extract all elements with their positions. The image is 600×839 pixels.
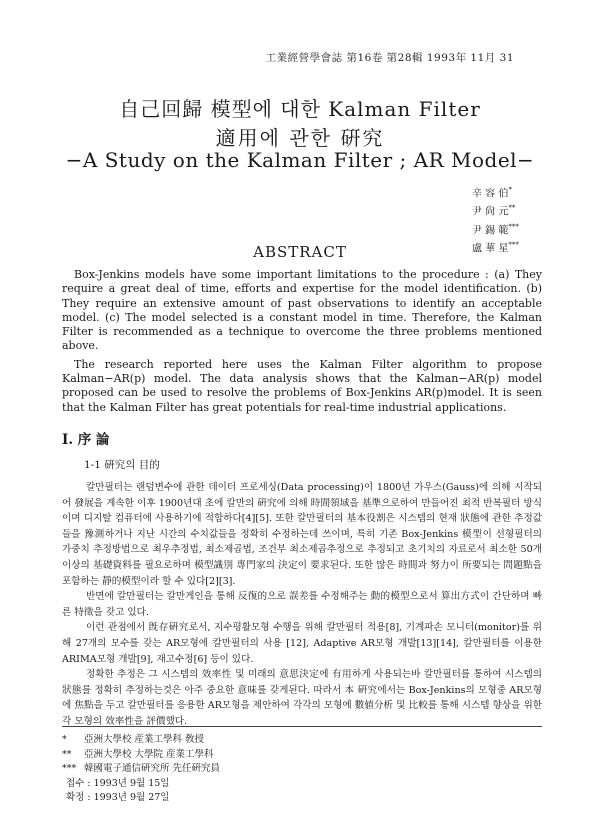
received-date: 접수 : 1993년 9월 15일 (66, 777, 170, 789)
title-korean-line1: 自己回歸 模型에 대한 Kalman Filter (119, 97, 481, 121)
author: 盧 華 星*** (472, 240, 519, 255)
accepted-date: 확정 : 1993년 9월 27일 (66, 792, 170, 804)
abstract-heading: ABSTRACT (253, 243, 347, 261)
author: 尹 錫 範*** (472, 222, 519, 236)
body-paragraph: 반면에 칼만필터는 칼만게인을 통해 反復的으로 誤差를 수정해주는 動的模型으로서 算出方式이 간단하며 빠른 特徵을 갖고 있다. (62, 591, 542, 618)
abstract-paragraph: Box-Jenkins models have some important limitations to the procedure : (a) They require a great deal of time, efforts and expertise for the model identification. (b) They require an extensive amount of past observations to identify an acceptable model. (c) The model selected is a constant model in time. Therefore, the Kalman Filter is recommended as a technique to overcome the three problems mentioned above. (62, 268, 542, 353)
running-header: 工業經營學會誌 第16卷 第28輯 1993年 11月 31 (265, 52, 514, 64)
section-heading: I. 序 論 (62, 432, 110, 448)
footnote-divider (62, 726, 542, 727)
affiliation-footnote: *** 韓國電子通信硏究所 先任硏究員 (62, 763, 221, 775)
title-english: −A Study on the Kalman Filter ; AR Model− (65, 148, 535, 172)
author: 辛 容 伯* (472, 186, 512, 200)
abstract-paragraph: The research reported here uses the Kalman Filter algorithm to propose Kalman−AR(p) model. The data analysis shows that the Kalman−AR(p) model proposed can be used to resolve the problems of Box-Jenkins AR(p)model. It is seen that the Kalman Filter has great potentials for real-time industrial applications. (62, 357, 542, 414)
body-paragraph: 정확한 추정은 그 시스템의 效率性 및 미래의 意思決定에 有用하게 사용되는바 칼만필터를 통하여 시스템의 狀態를 정확히 추정하는것은 아주 중요한 意味를 갖게된다. 따라서 本 硏究에서는 Box-Jenkins의 모형중 AR모형에 焦點을 두고 칼만필터를 응용한 AR모형을 제안하여 각각의 모형에 數値分析 및 比較를 통해 시스템 향상을 위한 각 모형의 效率性을 評價했다. (62, 669, 542, 727)
body-paragraph: 이런 관점에서 旣存硏究로서, 지수평활모형 수행을 위해 칼만필터 적용[8], 기계파손 모니터(monitor)를 위해 27개의 모수를 갖는 AR모형에 칼만필터의 사용 [12], Adaptive AR모형 개발[13][14], 칼만필터를 이용한 ARIMA모형 개발[9], 재고수정[6] 등이 있다. (62, 622, 542, 665)
section-body (62, 480, 542, 730)
affiliation-footnote: * 亞洲大學校 産業工學科 敎授 (62, 734, 205, 745)
footnotes (62, 733, 542, 806)
affiliation-footnote: ** 亞洲大學校 大學院 産業工學科 (62, 748, 214, 760)
body-paragraph: 칼만필터는 랜덤변수에 관한 데이터 프로세싱(Data processing)이 1800년 가우스(Gauss)에 의해 시작되어 發展을 계속한 이후 1900년대 초에 칼만의 硏究에 의해 時間領域을 基準으로하여 만들어진 최적 반복필터 방식이며 디지탈 컴퓨터에 사용하기에 적합하다[4][5]. 또한 칼만필터의 基本役割은 시스템의 현재 狀態에 관한 추정값들을 豫測하거나 지난 시간의 수치값들을 정확히 수정하는데 쓰이며, 특히 기존 Box-Jenkins 模型이 선형필터의 가중치 추정방법으로 최우추정법, 최소제곱법, 조건부 최소제곱추정으로 추정되고 초기치의 자료로서 최소한 50개 이상의 基礎資料를 필요로하며 模型識別 專門家의 決定이 要求된다. 또한 많은 時間과 努力이 所要되는 問題點을 포함하는 靜的模型이라 할 수 있다[2][3]. (62, 482, 542, 587)
author: 尹 尙 元** (472, 204, 516, 218)
abstract-body (62, 268, 542, 419)
subsection-heading: 1-1 硏究의 目的 (84, 459, 160, 471)
title-korean-line2: 適用에 관한 硏究 (215, 126, 385, 150)
